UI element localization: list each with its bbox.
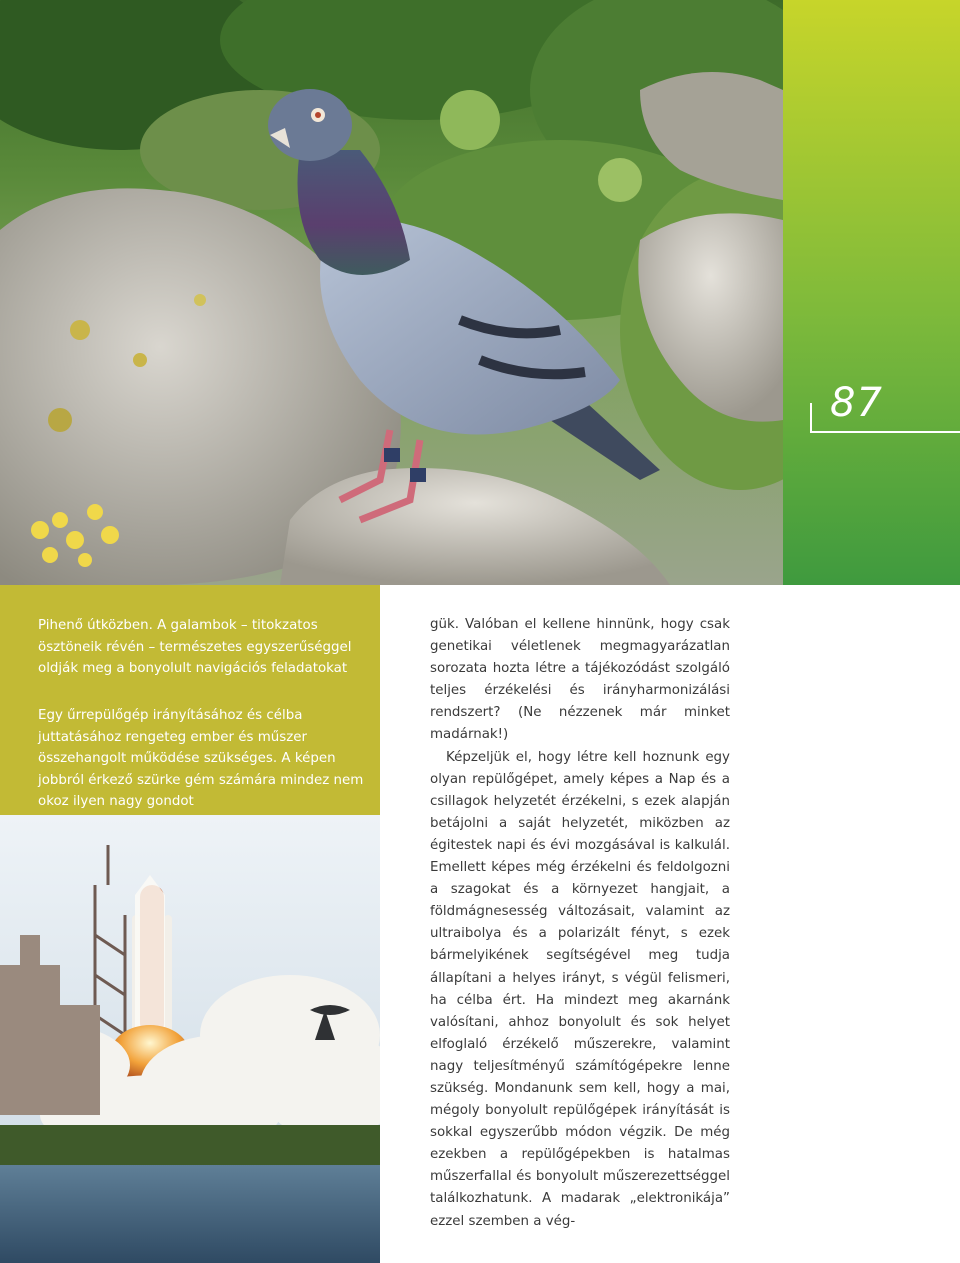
caption-pigeon: Pihenő útközben. A galambok – titokzatos ösztöneik révén – természetes egyszerűséggel oldják meg a bonyolult navigációs feladatokat xyxy=(38,618,352,677)
caption-shuttle: Egy űrrepülőgép irányításához és célba juttatásához rengeteg ember és műszer összehangolt működése szükséges. A képen jobbról érkező szürke gém számára mindez nem okoz ilyen nagy gondot xyxy=(38,708,364,810)
page-number-rule xyxy=(810,431,960,433)
page-number-text: 87 xyxy=(830,380,883,426)
shuttle-illustration xyxy=(0,815,380,1263)
pigeon-photo xyxy=(0,0,783,585)
page-number xyxy=(810,378,960,433)
article-body xyxy=(430,614,730,1233)
article-paragraph: gük. Valóban el kellene hinnünk, hogy csak genetikai véletlenek megmagyarázatlan sorozata hozta létre a tájékozódást szolgáló teljes érzékelési és irányharmonizálási rendszert? (Ne nézzenek már minket madárnak!) xyxy=(430,617,730,743)
pigeon-illustration xyxy=(0,0,783,585)
page-number-rule-vertical xyxy=(810,403,812,433)
side-color-strip xyxy=(783,0,960,585)
caption-box xyxy=(0,585,380,815)
article-paragraph: Képzeljük el, hogy létre kell hoznunk egy olyan repülőgépet, amely képes a Nap és a csillagok helyzetét érzékelni, s ezek alapján betájolni a saját helyzetét, miközben az égitestek napi és évi mozgásával is kalkulál. Emellett képes még érzékelni és feldolgozni a szagokat és a környezet hangjait, a földmágnesesség változásait, valamint az ultraibolya és a polarizált fényt, s ezek bármelyikének segítségével meg tudja állapítani a helyes irányt, s végül felismeri, ha célba ért. Ha mindezt meg akarnánk valósítani, ahhoz bonyolult és sok helyet elfoglaló érzékelő műszerekre, valamint nagy teljesítményű számítógépekre lenne szükség. Mondanunk sem kell, hogy a mai, mégoly bonyolult repülőgépek irányítását is sokkal egyszerűbb módon végzik. De még ezekben a repülőgépekben is hatalmas műszerfallal és bonyolult műszerezettséggel találkozhatunk. A madarak „elektronikája” ezzel szemben a vég- xyxy=(430,749,730,1229)
shuttle-launch-photo xyxy=(0,815,380,1263)
